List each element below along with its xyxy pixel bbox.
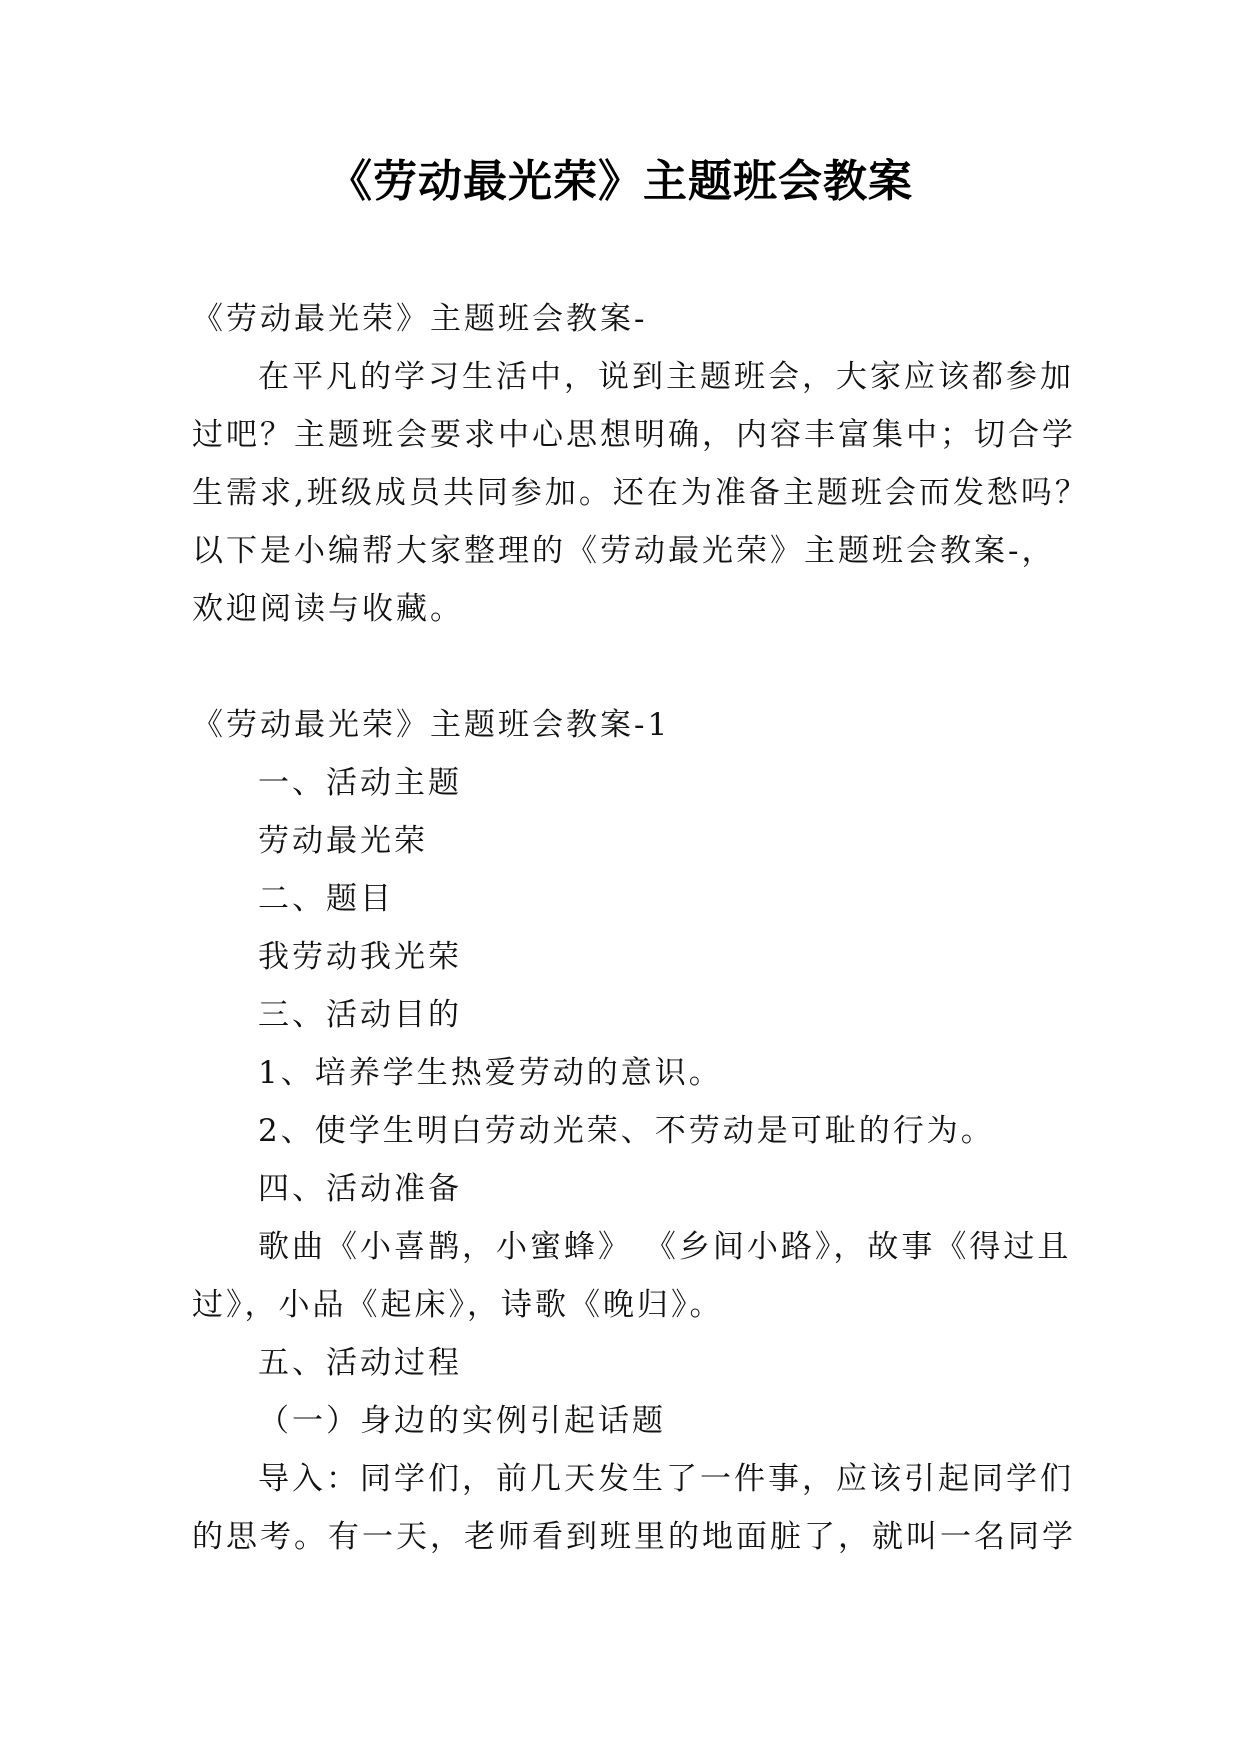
text-line: 生需求,班级成员共同参加。还在为准备主题班会而发愁吗？ bbox=[192, 475, 1089, 511]
text-line: 四、活动准备 bbox=[258, 1171, 462, 1207]
text-line: 过吧？主题班会要求中心思想明确，内容丰富集中；切合学 bbox=[192, 417, 1076, 453]
paragraph-gap bbox=[192, 638, 1052, 696]
text-line: 一、活动主题 bbox=[258, 765, 462, 801]
text-line: 过》，小品《起床》，诗歌《晚归》。 bbox=[192, 1287, 724, 1323]
text-line: 在平凡的学习生活中，说到主题班会，大家应该都参加 bbox=[258, 359, 1074, 395]
document-body bbox=[192, 290, 1089, 1566]
text-line: 1、培养学生热爱劳动的意识。 bbox=[258, 1055, 723, 1091]
text-line: 《劳动最光荣》主题班会教案-1 bbox=[192, 707, 671, 743]
text-line: 歌曲《小喜鹊，小蜜蜂》 《乡间小路》，故事《得过且 bbox=[258, 1229, 1072, 1265]
text-line: 导入：同学们，前几天发生了一件事，应该引起同学们 bbox=[258, 1461, 1074, 1497]
text-line: 五、活动过程 bbox=[258, 1345, 462, 1381]
text-line: 我劳动我光荣 bbox=[258, 939, 462, 975]
text-line: 二、题目 bbox=[258, 881, 394, 917]
text-line: 以下是小编帮大家整理的《劳动最光荣》主题班会教案-， bbox=[192, 533, 1056, 569]
text-line: （一）身边的实例引起话题 bbox=[258, 1403, 666, 1439]
document-title: 《劳动最光荣》主题班会教案 bbox=[328, 156, 913, 207]
text-line: 劳动最光荣 bbox=[258, 823, 428, 859]
text-line: 的思考。有一天，老师看到班里的地面脏了，就叫一名同学 bbox=[192, 1519, 1076, 1555]
text-line: 三、活动目的 bbox=[258, 997, 462, 1033]
text-line: 欢迎阅读与收藏。 bbox=[192, 591, 464, 627]
text-line: 《劳动最光荣》主题班会教案- bbox=[192, 301, 648, 337]
text-line: 2、使学生明白劳动光荣、不劳动是可耻的行为。 bbox=[258, 1113, 995, 1149]
